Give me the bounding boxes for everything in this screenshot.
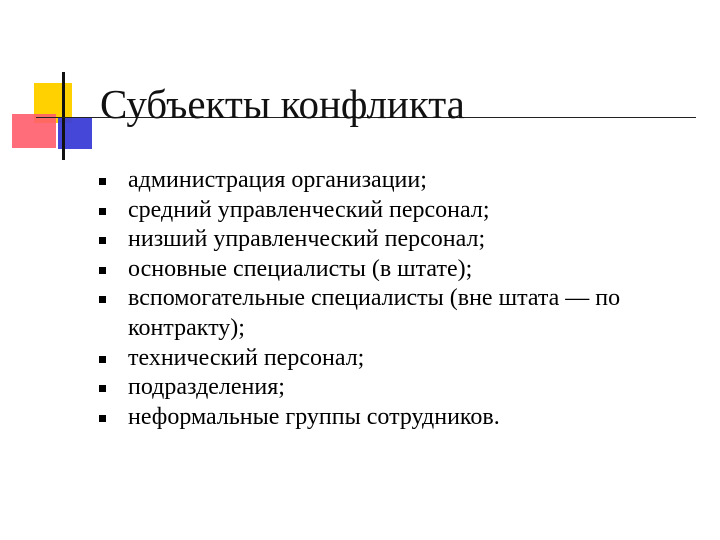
list-item-text: вспомогательные специалисты (вне штата — по контракту); [128, 285, 621, 341]
bullet-list [97, 166, 687, 432]
square-bullet-icon [99, 178, 106, 185]
square-bullet-icon [99, 415, 106, 422]
list-item-text: подразделения; [128, 374, 285, 401]
list-item-text: администрация организации; [128, 167, 427, 193]
square-bullet-icon [99, 356, 106, 363]
list-item-text: неформальные группы сотрудников. [128, 403, 500, 430]
list-item [97, 403, 687, 433]
logo-red-square [12, 114, 56, 148]
list-item-text: средний управленческий персонал; [128, 196, 490, 223]
list-item [97, 196, 687, 226]
square-bullet-icon [99, 237, 106, 244]
list-item-text: основные специалисты (в штате); [128, 255, 473, 282]
slide-title: Субъекты конфликта [100, 81, 465, 127]
list-item [97, 255, 687, 285]
square-bullet-icon [99, 267, 106, 274]
logo-vertical-line [62, 72, 65, 160]
list-item [97, 344, 687, 374]
list-item [97, 373, 687, 403]
list-item-text: низший управленческий персонал; [128, 226, 486, 253]
list-item [97, 225, 687, 255]
list-item-text: технический персонал; [128, 344, 365, 371]
square-bullet-icon [99, 296, 106, 303]
square-bullet-icon [99, 385, 106, 392]
square-bullet-icon [99, 208, 106, 215]
list-item [97, 284, 687, 343]
slide-logo-graphic [0, 0, 110, 170]
list-item [97, 166, 687, 196]
